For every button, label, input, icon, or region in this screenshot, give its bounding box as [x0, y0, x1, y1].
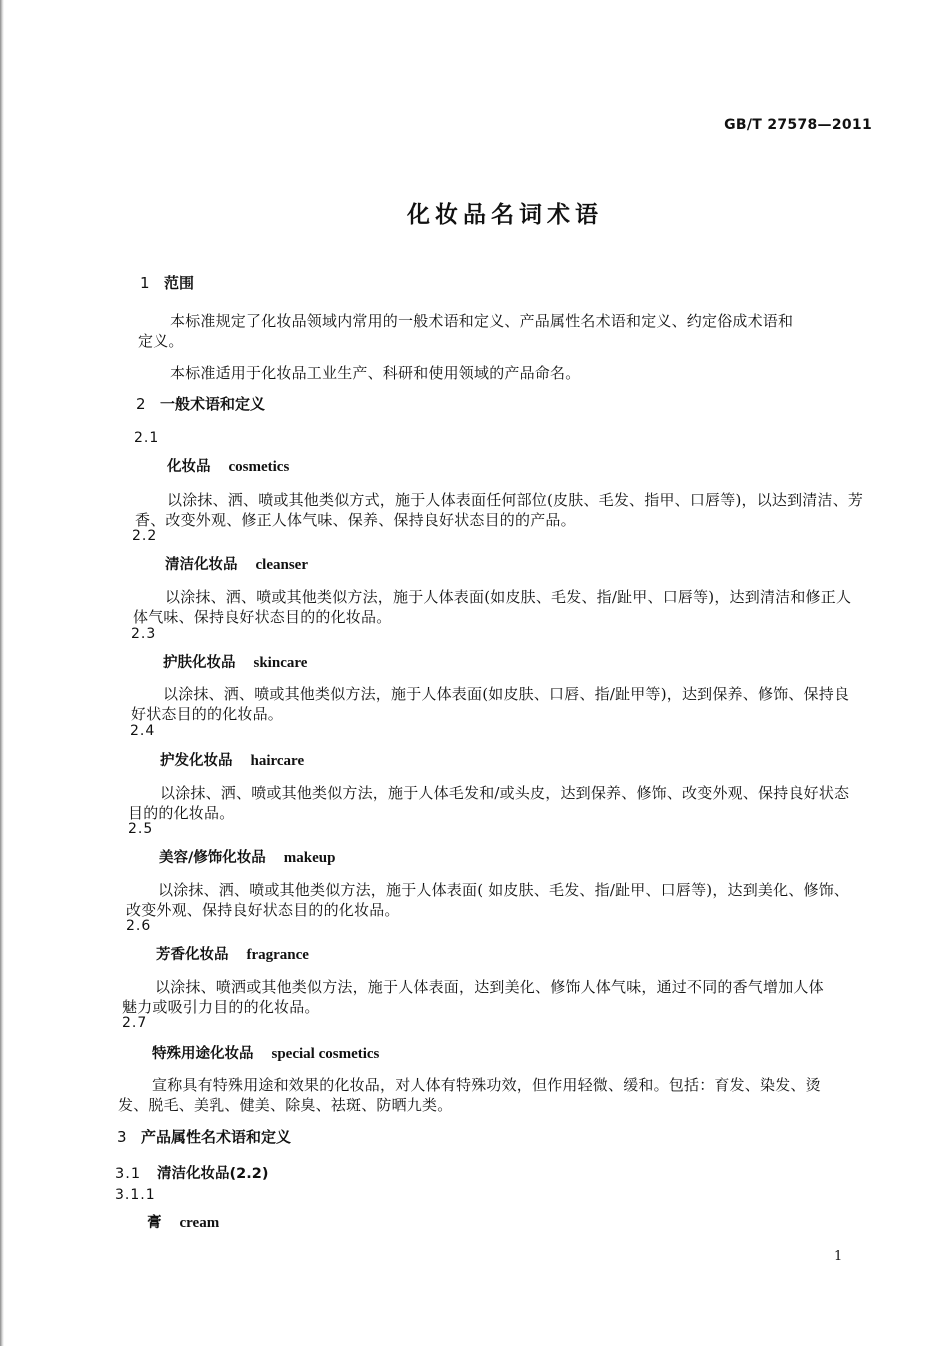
- term-english: skincare: [253, 655, 308, 671]
- term-chinese: 护肤化妆品: [163, 655, 236, 671]
- scope-paragraph-2: 本标准适用于化妆品工业生产、科研和使用领域的产品命名。: [170, 364, 581, 382]
- subsection-title: 清洁化妆品(2.2): [157, 1166, 269, 1182]
- term-2-7: [152, 1042, 379, 1063]
- term-2-5: [159, 846, 335, 867]
- term-2-1: [167, 455, 289, 476]
- definition-2-7-line-1: 宣称具有特殊用途和效果的化妆品，对人体有特殊功效，但作用轻微、缓和。包括：育发、染发、烫: [152, 1076, 821, 1094]
- definition-2-6-line-1: 以涂抹、喷洒或其他类似方法，施于人体表面，达到美化、修饰人体气味，通过不同的香气增加人体: [155, 978, 824, 996]
- term-english: haircare: [250, 753, 305, 769]
- term-chinese: 护发化妆品: [160, 753, 233, 769]
- clause-2-1-number: 2.1: [134, 430, 160, 446]
- subsection-number: 3.1: [115, 1166, 142, 1182]
- term-chinese: 芳香化妆品: [156, 947, 229, 963]
- term-chinese: 化妆品: [167, 459, 211, 475]
- subsection-3-1-heading: [115, 1162, 268, 1183]
- section-2-heading: [136, 393, 265, 414]
- definition-2-1-line-2: 香、改变外观、修正人体气味、保养、保持良好状态目的的产品。: [135, 511, 576, 529]
- clause-2-5-number: 2.5: [128, 821, 154, 837]
- term-english: cosmetics: [228, 459, 290, 475]
- clause-3-1-1-number: 3.1.1: [115, 1187, 156, 1203]
- definition-2-6-line-2: 魅力或吸引力目的的化妆品。: [122, 998, 320, 1016]
- definition-2-2-line-1: 以涂抹、洒、喷或其他类似方法，施于人体表面(如皮肤、毛发、指/趾甲、口唇等)，达到清洁和修正人: [165, 588, 852, 606]
- scope-paragraph-1-line-1: 本标准规定了化妆品领域内常用的一般术语和定义、产品属性名术语和定义、约定俗成术语和: [170, 312, 794, 330]
- term-2-3: [163, 651, 307, 672]
- term-chinese: 特殊用途化妆品: [152, 1046, 254, 1062]
- document-code: GB/T 27578—2011: [724, 117, 872, 133]
- definition-2-4-line-2: 目的的化妆品。: [128, 804, 235, 822]
- section-number: 3: [117, 1128, 127, 1146]
- term-3-1-1: [147, 1211, 219, 1232]
- scope-paragraph-1-line-2: 定义。: [138, 332, 184, 350]
- section-title: 产品属性名术语和定义: [141, 1128, 292, 1146]
- section-3-heading: [117, 1126, 291, 1147]
- clause-2-2-number: 2.2: [132, 528, 158, 544]
- term-chinese: 美容/修饰化妆品: [159, 850, 266, 866]
- definition-2-3-line-2: 好状态目的的化妆品。: [131, 705, 284, 723]
- term-english: makeup: [283, 850, 336, 866]
- term-english: cleanser: [255, 557, 308, 573]
- term-2-2: [165, 553, 308, 574]
- section-1-heading: [140, 272, 194, 293]
- section-number: 1: [140, 274, 150, 292]
- term-2-6: [156, 943, 309, 964]
- clause-2-3-number: 2.3: [131, 626, 157, 642]
- document-title: 化妆品名词术语: [407, 202, 603, 228]
- section-title: 一般术语和定义: [160, 395, 266, 413]
- clause-2-4-number: 2.4: [130, 723, 156, 739]
- definition-2-5-line-1: 以涂抹、洒、喷或其他类似方法，施于人体表面( 如皮肤、毛发、指/趾甲、口唇等)，达到美化、修饰、: [158, 881, 850, 899]
- clause-2-6-number: 2.6: [126, 918, 152, 934]
- definition-2-2-line-2: 体气味、保持良好状态目的的化妆品。: [133, 608, 392, 626]
- term-english: cream: [179, 1215, 220, 1231]
- term-chinese: 膏: [147, 1215, 162, 1231]
- term-chinese: 清洁化妆品: [165, 557, 238, 573]
- definition-2-5-line-2: 改变外观、保持良好状态目的的化妆品。: [126, 901, 400, 919]
- definition-2-1-line-1: 以涂抹、洒、喷或其他类似方式，施于人体表面任何部位(皮肤、毛发、指甲、口唇等)，以达到清洁、芳: [167, 491, 864, 509]
- section-number: 2: [136, 395, 146, 413]
- definition-2-4-line-1: 以涂抹、洒、喷或其他类似方法，施于人体毛发和/或头皮，达到保养、修饰、改变外观、保持良好状态: [160, 784, 850, 802]
- term-english: special cosmetics: [271, 1046, 380, 1062]
- term-2-4: [160, 749, 304, 770]
- page-number: 1: [834, 1249, 843, 1264]
- definition-2-7-line-2: 发、脱毛、美乳、健美、除臭、祛斑、防晒九类。: [118, 1096, 453, 1114]
- section-title: 范围: [164, 274, 195, 292]
- definition-2-3-line-1: 以涂抹、洒、喷或其他类似方法，施于人体表面(如皮肤、口唇、指/趾甲等)，达到保养、修饰、保持良: [163, 685, 850, 703]
- clause-2-7-number: 2.7: [122, 1015, 148, 1031]
- term-english: fragrance: [246, 947, 309, 963]
